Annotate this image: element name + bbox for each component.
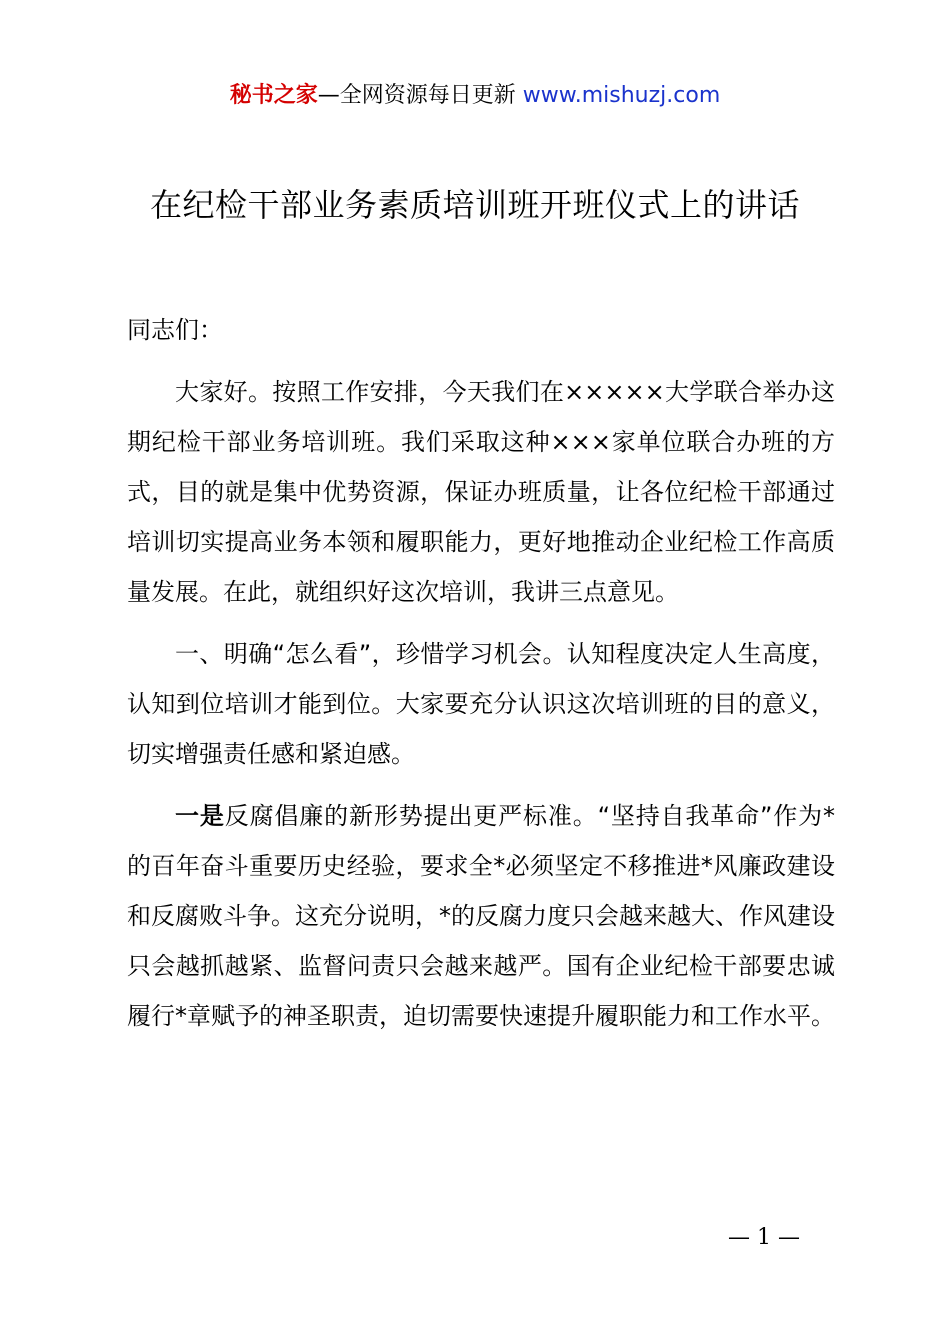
paragraph-intro: 大家好。按照工作安排，今天我们在×××××大学联合举办这期纪检干部业务培训班。我们采取这种×××家单位联合办班的方式，目的就是集中优势资源，保证办班质量，让各位纪检干部通过培训切实提高业务本领和履职能力，更好地推动企业纪检工作高质量发展。在此，就组织好这次培训，我讲三点意见。: [127, 378, 835, 606]
paragraph-point-one: [127, 791, 835, 1041]
paragraph-section-one: 一、明确“怎么看”，珍惜学习机会。认知程度决定人生高度，认知到位培训才能到位。大家要充分认识这次培训班的目的意义，切实增强责任感和紧迫感。: [127, 640, 835, 768]
page-number: — 1 —: [728, 1225, 800, 1250]
site-url-link[interactable]: www.mishuzj.com: [522, 83, 721, 108]
header-slogan: 全网资源每日更新: [339, 83, 516, 108]
document-body: [127, 305, 835, 1053]
header-dash: —: [317, 83, 340, 108]
brand-name: 秘书之家: [229, 83, 318, 108]
point-one-text: 反腐倡廉的新形势提出更严标准。“坚持自我革命”作为*的百年奋斗重要历史经验，要求全*必须坚定不移推进*风廉政建设和反腐败斗争。这充分说明，*的反腐力度只会越来越大、作风建设只会越抓越紧、监督问责只会越来越严。国有企业纪检干部要忠诚履行*章赋予的神圣职责，迫切需要快速提升履职能力和工作水平。: [127, 802, 835, 1030]
site-header: [0, 80, 950, 112]
point-one-lead: 一是: [175, 802, 225, 830]
document-title: 在纪检干部业务素质培训班开班仪式上的讲话: [149, 186, 800, 224]
salutation: 同志们：: [127, 316, 223, 344]
